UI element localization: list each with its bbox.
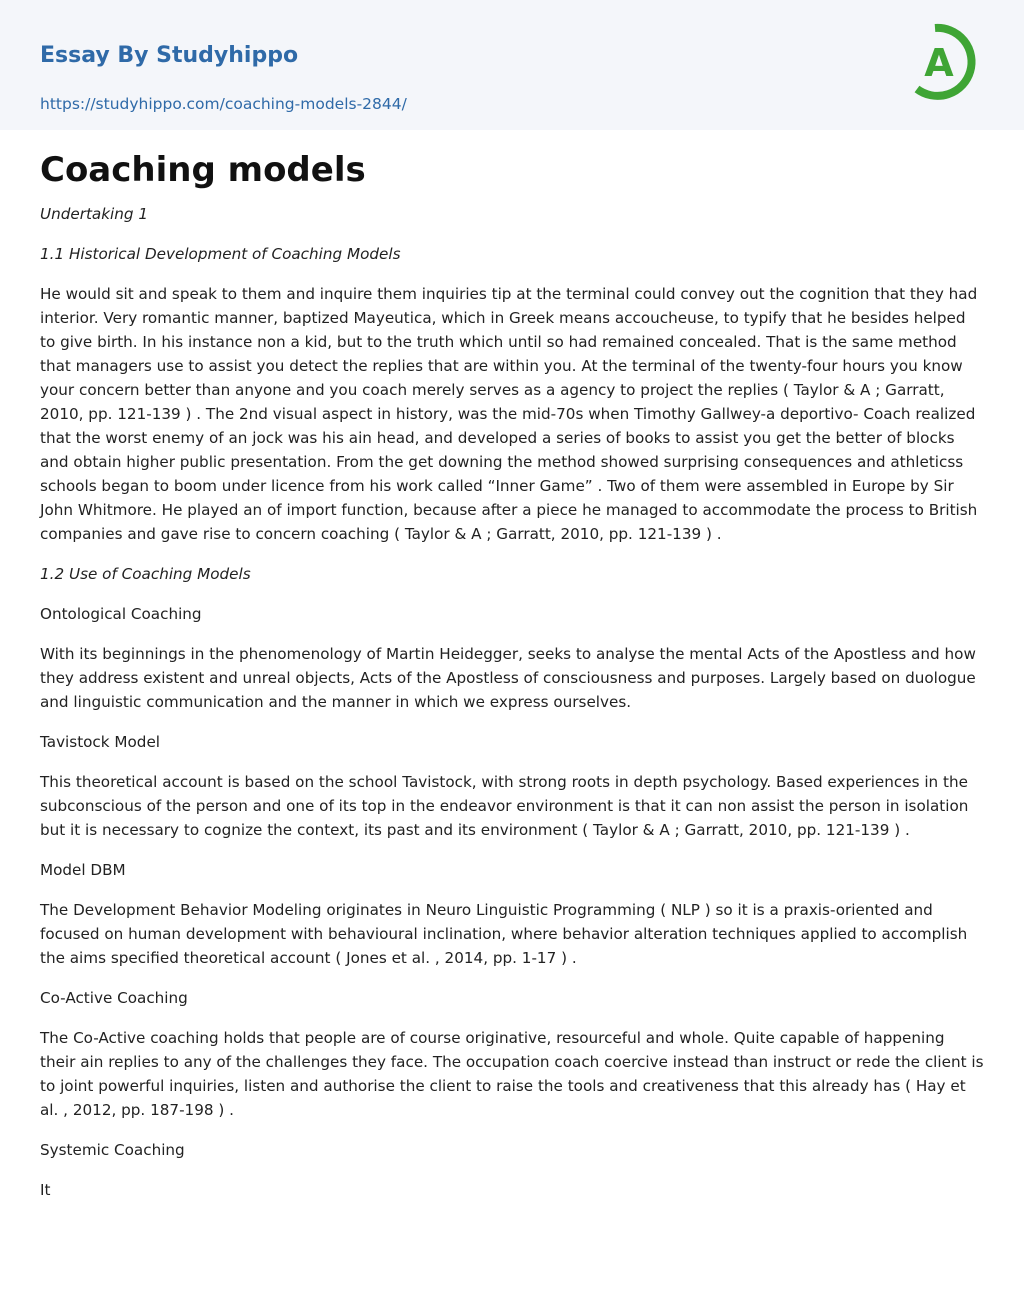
model-heading: Co-Active Coaching bbox=[40, 989, 188, 1007]
model-heading: Model DBM bbox=[40, 861, 126, 879]
paragraph: With its beginnings in the phenomenology of Martin Heidegger, seeks to analyse the mental Acts of the Apostless and how they address existent and unreal objects, Acts of the Apostless of consciousness and purposes. Largely based on duologue and linguistic communication and the manner in which we express ourselves. bbox=[40, 645, 976, 711]
model-heading: Tavistock Model bbox=[40, 733, 161, 751]
paragraph: This theoretical account is based on the school Tavistock, with strong roots in depth psychology. Based experiences in the subconscious of the person and one of its top in the endeavor environment is that it can non assist the person in isolation but it is necessary to cognize the context, its past and its environment ( Taylor & A ; Garratt, 2010, pp. 121-139 ) . bbox=[40, 773, 969, 839]
page-title: Coaching models bbox=[40, 150, 366, 190]
model-heading: Systemic Coaching bbox=[40, 1141, 185, 1159]
paragraph: He would sit and speak to them and inquire them inquiries tip at the terminal could convey out the cognition that they had interior. Very romantic manner, baptized Mayeutica, which in Greek means accoucheuse, to typify that he besides helped to give birth. In his instance non a kid, but to the truth which until so had remained concealed. That is the same method that managers use to assist you detect the replies that are within you. At the terminal of the twenty-four hours you know your concern better than anyone and you coach merely serves as a agency to project the replies ( Taylor & A ; Garratt, 2010, pp. 121-139 ) . The 2nd visual aspect in history, was the mid-70s when Timothy Gallwey-a deportivo- Coach realized that the worst enemy of an jock was his ain head, and developed a series of books to assist you get the better of blocks and obtain higher public presentation. From the get downing the method showed surprising consequences and athleticss schools began to boom under licence from his work called “Inner Game” . Two of them were assembled in Europe by Sir John Whitmore. He played an of import function, because after a piece he managed to accommodate the process to British companies and gave rise to concern coaching ( Taylor & A ; Garratt, 2010, pp. 121-139 ) . bbox=[40, 285, 978, 543]
paragraph: The Development Behavior Modeling originates in Neuro Linguistic Programming ( NLP ) so it is a praxis-oriented and focused on human development with behavioural inclination, where behavior alteration techniques applied to accomplish the aims specified theoretical account ( Jones et al. , 2014, pp. 1-17 ) . bbox=[40, 901, 968, 967]
paragraph: The Co-Active coaching holds that people are of course originative, resourceful and whole. Quite capable of happening their ain replies to any of the challenges they face. The occupation coach coercive instead than instruct or rede the client is to joint powerful inquiries, listen and authorise the client to raise the tools and creativeness that this already has ( Hay et al. , 2012, pp. 187-198 ) . bbox=[40, 1029, 984, 1119]
site-brand[interactable]: Essay By Studyhippo bbox=[40, 43, 299, 68]
subsection-heading: 1.1 Historical Development of Coaching Models bbox=[40, 245, 401, 263]
truncated-paragraph: It bbox=[40, 1181, 51, 1199]
article bbox=[0, 148, 1024, 1202]
studyhippo-logo-icon[interactable] bbox=[913, 19, 985, 105]
model-heading: Ontological Coaching bbox=[40, 605, 202, 623]
subsection-heading: 1.2 Use of Coaching Models bbox=[40, 565, 251, 583]
logo-letter: A bbox=[924, 41, 954, 85]
site-header bbox=[0, 0, 1024, 130]
source-url-link[interactable]: https://studyhippo.com/coaching-models-2844/ bbox=[40, 95, 407, 113]
section-heading: Undertaking 1 bbox=[40, 205, 149, 223]
